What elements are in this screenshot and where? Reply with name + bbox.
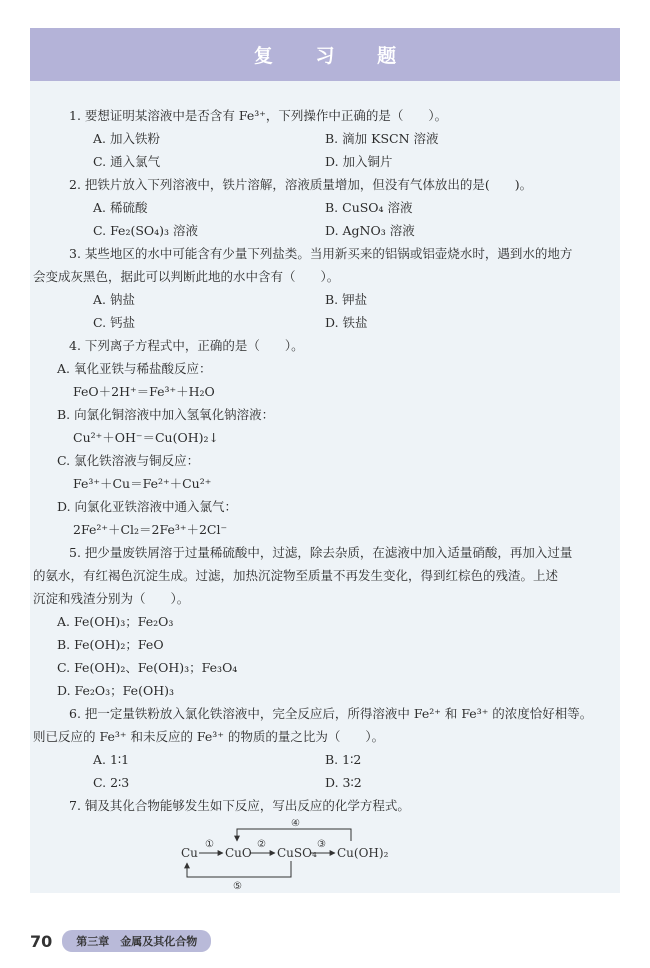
option-b: B. Fe(OH)₂；FeO [57,637,164,652]
species-cuoh2: Cu(OH)₂ [337,846,389,860]
option-a-equation: FeO＋2H⁺＝Fe³⁺＋H₂O [73,384,215,399]
option-b: B. 向氯化铜溶液中加入氢氧化钠溶液： [57,407,275,422]
page-number: 70 [30,931,53,951]
question-stem-line-1: 3. 某些地区的水中可能含有少量下列盐类。当用新买来的铝锅或铝壶烧水时，遇到水的地方 [69,246,573,261]
option-d: D. AgNO₃ 溶液 [325,223,415,238]
option-a: A. Fe(OH)₃；Fe₂O₃ [57,614,174,629]
reaction-diagram-svg [181,819,421,893]
question-stem: 7. 铜及其化合物能够发生如下反应，写出反应的化学方程式。 [69,798,410,813]
option-a: A. 钠盐 [93,292,135,307]
section-header [30,28,620,81]
question-3 [33,242,618,334]
question-stem: 4. 下列离子方程式中，正确的是（ ）。 [69,338,304,353]
question-stem: 2. 把铁片放入下列溶液中，铁片溶解，溶液质量增加，但没有气体放出的是( )。 [69,177,533,192]
step-1-label: ① [205,839,214,850]
exercise-content [33,104,618,893]
option-d: D. Fe₂O₃；Fe(OH)₃ [57,683,174,698]
option-c: C. 钙盐 [93,315,136,330]
option-b: B. 滴加 KSCN 溶液 [325,131,439,146]
option-a: A. 1∶1 [93,752,130,767]
option-c: C. 2∶3 [93,775,130,790]
option-c: C. Fe(OH)₂、Fe(OH)₃；Fe₃O₄ [57,660,238,675]
question-stem-line-2: 的氨水，有红褐色沉淀生成。过滤，加热沉淀物至质量不再发生变化，得到红棕色的残渣。上述 [33,568,559,583]
step-4-label: ④ [291,819,300,829]
option-a: A. 加入铁粉 [93,131,160,146]
question-2 [33,173,618,242]
arrow-5 [187,861,291,877]
option-a: A. 氧化亚铁与稀盐酸反应： [57,361,212,376]
question-4 [33,334,618,541]
question-stem-line-2: 则已反应的 Fe³⁺ 和未反应的 Fe³⁺ 的物质的量之比为（ ）。 [33,729,385,744]
option-c: C. Fe₂(SO₄)₃ 溶液 [93,223,199,238]
question-6 [33,702,618,794]
step-5-label: ⑤ [233,881,242,892]
option-d: D. 3∶2 [325,775,362,790]
option-c: C. 通入氯气 [93,154,161,169]
species-cuso4: CuSO₄ [277,846,317,860]
option-b: B. 1∶2 [325,752,362,767]
question-stem-line-2: 会变成灰黑色，据此可以判断此地的水中含有（ ）。 [33,269,340,284]
question-1 [33,104,618,173]
option-a: A. 稀硫酸 [93,200,148,215]
species-cuo: CuO [225,846,252,860]
option-d: D. 加入铜片 [325,154,393,169]
option-b-equation: Cu²⁺＋OH⁻＝Cu(OH)₂↓ [73,430,219,445]
arrow-4 [237,829,351,841]
question-stem-line-1: 6. 把一定量铁粉放入氯化铁溶液中，完全反应后，所得溶液中 Fe²⁺ 和 Fe³⁺ 的浓度恰好相等。 [69,706,593,721]
question-stem-line-3: 沉淀和残渣分别为（ ）。 [33,591,190,606]
option-d-equation: 2Fe²⁺＋Cl₂＝2Fe³⁺＋2Cl⁻ [73,522,228,537]
step-3-label: ③ [317,839,326,850]
question-7 [33,794,618,817]
option-c: C. 氯化铁溶液与铜反应： [57,453,200,468]
species-cu: Cu [181,846,198,860]
option-b: B. CuSO₄ 溶液 [325,200,413,215]
chapter-label: 第三章 金属及其化合物 [62,930,211,952]
question-stem: 1. 要想证明某溶液中是否含有 Fe³⁺，下列操作中正确的是（ ）。 [69,108,448,123]
step-2-label: ② [257,839,266,850]
reaction-diagram [181,819,618,893]
question-stem-line-1: 5. 把少量废铁屑溶于过量稀硫酸中，过滤，除去杂质，在滤液中加入适量硝酸，再加入过量 [69,545,573,560]
option-d: D. 铁盐 [325,315,368,330]
option-d: D. 向氯化亚铁溶液中通入氯气： [57,499,238,514]
page-footer [30,930,211,952]
option-b: B. 钾盐 [325,292,368,307]
question-5 [33,541,618,702]
option-c-equation: Fe³⁺＋Cu＝Fe²⁺＋Cu²⁺ [73,476,212,491]
section-title: 复 习 题 [253,45,415,67]
